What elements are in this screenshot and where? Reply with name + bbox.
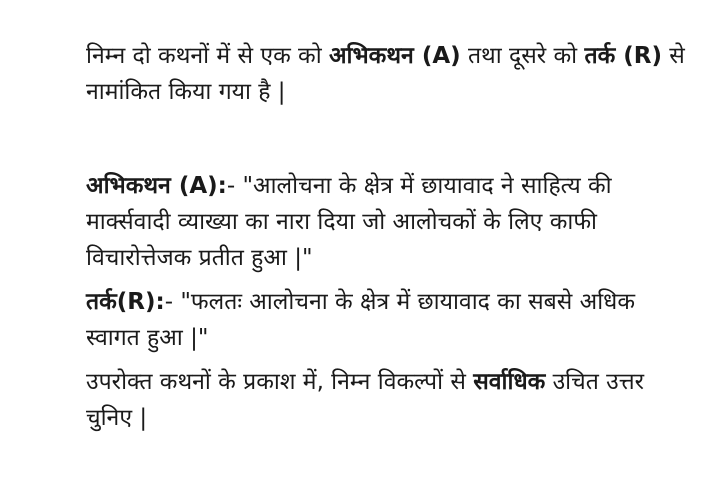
instruction-emphasis: सर्वाधिक	[473, 369, 546, 395]
assertion-label: अभिकथन (A):	[86, 173, 227, 199]
reason-term: तर्क (R)	[584, 43, 662, 69]
intro-paragraph	[86, 38, 686, 110]
question-document	[86, 38, 686, 436]
intro-text-1: निम्न दो कथनों में से एक को	[86, 43, 329, 69]
reason-label: तर्क(R):	[86, 289, 165, 315]
assertion-text: - "आलोचना के क्षेत्र में छायावाद ने साहित्य की मार्क्सवादी व्याख्या का नारा दिया जो आलोचकों के लिए काफी विचारोत्तेजक प्रतीत हुआ |"	[86, 173, 612, 271]
instruction-paragraph	[86, 364, 686, 436]
reason-text: - "फलतः आलोचना के क्षेत्र में छायावाद का सबसे अधिक स्वागत हुआ |"	[86, 289, 635, 351]
assertion-paragraph	[86, 168, 686, 276]
instruction-text-2: उचित उत्तर चुनिए |	[86, 369, 645, 431]
reason-paragraph	[86, 284, 686, 356]
assertion-term: अभिकथन (A)	[328, 43, 461, 69]
intro-text-2: तथा दूसरे को	[460, 43, 585, 69]
instruction-text-1: उपरोक्त कथनों के प्रकाश में, निम्न विकल्पों से	[86, 369, 474, 395]
intro-text-3: से नामांकित किया गया है |	[86, 43, 685, 105]
